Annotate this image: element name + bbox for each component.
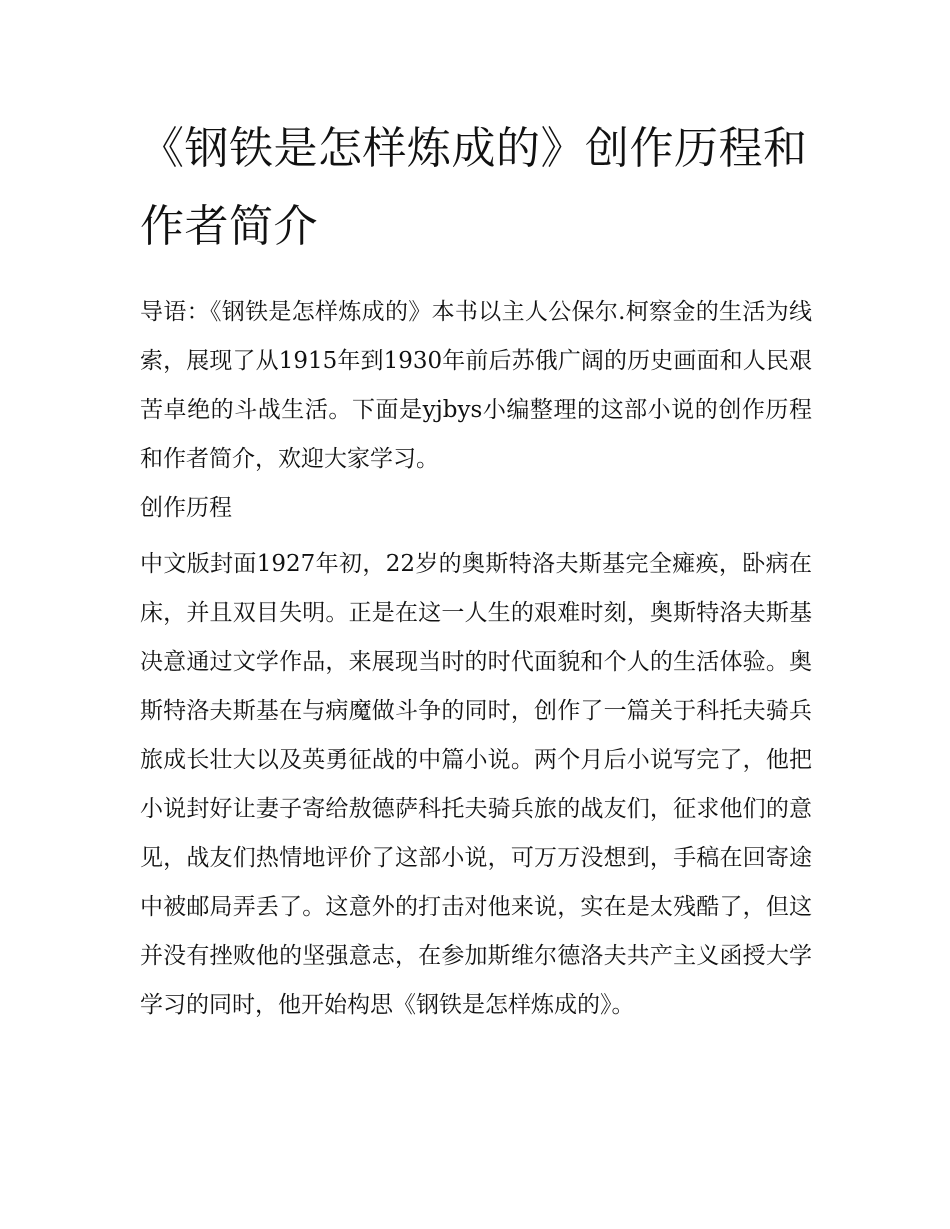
section-heading: 创作历程 — [140, 495, 232, 521]
document-content — [140, 110, 812, 1030]
document-title: 《钢铁是怎样炼成的》创作历程和作者简介 — [140, 123, 808, 252]
section-body-paragraph: 中文版封面1927年初，22岁的奥斯特洛夫斯基完全瘫痪，卧病在床，并且双目失明。正是在这一人生的艰难时刻，奥斯特洛夫斯基决意通过文学作品，来展现当时的时代面貌和个人的生活体验。奥斯特洛夫斯基在与病魔做斗争的同时，创作了一篇关于科托夫骑兵旅成长壮大以及英勇征战的中篇小说。两个月后小说写完了，他把小说封好让妻子寄给敖德萨科托夫骑兵旅的战友们，征求他们的意见，战友们热情地评价了这部小说，可万万没想到，手稿在回寄途中被邮局弄丢了。这意外的打击对他来说，实在是太残酷了，但这并没有挫败他的坚强意志，在参加斯维尔德洛夫共产主义函授大学学习的同时，他开始构思《钢铁是怎样炼成的》。 — [140, 551, 812, 1018]
intro-paragraph: 导语：《钢铁是怎样炼成的》本书以主人公保尔.柯察金的生活为线索，展现了从1915年到1930年前后苏俄广阔的历史画面和人民艰苦卓绝的斗战生活。下面是yjbys小编整理的这部小说的创作历程和作者简介，欢迎大家学习。 — [140, 299, 812, 472]
